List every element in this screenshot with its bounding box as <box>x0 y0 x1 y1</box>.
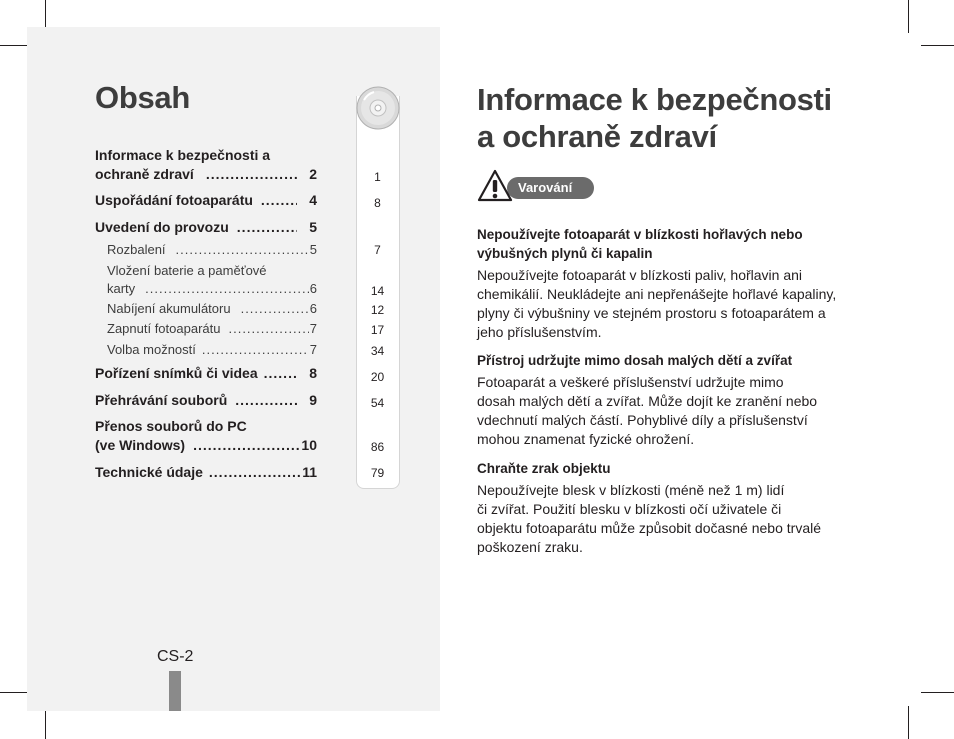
manual-page-number: 17 <box>370 323 385 337</box>
toc-entry-label: Volba možností <box>107 342 196 357</box>
toc-entry-safety-line1[interactable]: Informace k bezpečnosti a <box>95 147 271 163</box>
toc-subentry-unpacking[interactable] <box>107 242 317 257</box>
toc-entry-label: (ve Windows) <box>95 437 186 453</box>
manual-page-number: 7 <box>374 243 381 257</box>
safety-title <box>477 81 897 155</box>
toc-entry-transfer[interactable] <box>95 437 317 453</box>
manual-page-number: 79 <box>370 466 385 480</box>
safety-title-line2: a ochraně zdraví <box>477 119 717 154</box>
toc-entry-label: Zapnutí fotoaparátu <box>107 321 221 336</box>
toc-leader <box>193 437 300 453</box>
toc-entry-transfer-line1[interactable]: Přenos souborů do PC <box>95 418 247 434</box>
page-number: CS-2 <box>157 648 194 665</box>
toc-entry-page: 7 <box>309 321 317 336</box>
toc-leader <box>209 464 301 480</box>
manual-page-number: 34 <box>370 344 385 358</box>
manual-page-number: 86 <box>370 440 385 454</box>
toc-entry-page: 5 <box>309 219 317 235</box>
toc-entry-safety[interactable] <box>95 166 317 182</box>
section-heading-line: výbušných plynů či kapalin <box>477 246 653 261</box>
section-heading-line: Nepoužívejte fotoaparát v blízkosti hořlavých nebo <box>477 227 803 242</box>
toc-entry-getting-started[interactable] <box>95 219 317 235</box>
body-line: poškození zraku. <box>477 539 583 555</box>
body-line: vdechnutí malých částí. Pohyblivé díly a příslušenství <box>477 412 808 428</box>
section-body <box>477 266 857 342</box>
crop-mark <box>908 706 909 739</box>
toc-entry-label: karty <box>107 281 136 296</box>
toc-subentry-charging[interactable] <box>107 301 317 316</box>
manual-page-number: 54 <box>370 396 385 410</box>
warning-triangle-icon <box>477 169 513 202</box>
body-line: dosah malých dětí a zvířat. Může dojít ke zranění nebo <box>477 393 818 409</box>
toc-entry-page: 7 <box>309 342 317 357</box>
safety-section-children <box>477 351 857 449</box>
cd-disc-icon <box>356 86 400 130</box>
body-line: plyny či výbušniny ve stejném prostoru s fotoaparátem a <box>477 305 826 321</box>
toc-subentry-battery-line1[interactable]: Vložení baterie a paměťové <box>107 263 267 278</box>
body-line: Nepoužívejte blesk v blízkosti (méně než 1 m) lidí <box>477 482 785 498</box>
body-line: či zvířat. Použití blesku v blízkosti očí uživatele či <box>477 501 782 517</box>
toc-entry-page: 10 <box>301 437 317 453</box>
section-heading-line: Přístroj udržujte mimo dosah malých dětí a zvířat <box>477 353 793 368</box>
section-heading <box>477 351 857 370</box>
toc-subentry-battery[interactable] <box>107 281 317 296</box>
toc-leader <box>235 392 297 408</box>
toc-entry-label: ochraně zdraví <box>95 166 194 182</box>
toc-entry-label: Přehrávání souborů <box>95 392 228 408</box>
toc-entry-page: 4 <box>309 192 317 208</box>
toc-entry-page: 2 <box>309 166 317 182</box>
toc-entry-label: Technické údaje <box>95 464 203 480</box>
toc-leader <box>145 281 309 296</box>
crop-mark <box>921 692 954 693</box>
toc-leader <box>176 242 309 257</box>
manual-page-number: 1 <box>374 170 381 184</box>
crop-mark <box>921 45 954 46</box>
toc-entry-specifications[interactable] <box>95 464 317 480</box>
toc-leader <box>228 321 308 336</box>
toc-entry-page: 11 <box>302 464 317 480</box>
warning-label: Varování <box>518 180 573 195</box>
toc-entry-shooting[interactable] <box>95 365 317 381</box>
toc-leader <box>206 166 297 182</box>
manual-page-number: 20 <box>370 370 385 384</box>
manual-page-number: 14 <box>370 284 385 298</box>
section-body <box>477 373 857 449</box>
page-marker-bar <box>169 671 181 711</box>
toc-subentry-power-on[interactable] <box>107 321 317 336</box>
body-line: Nepoužívejte fotoaparát v blízkosti paliv, hořlavin ani <box>477 267 803 283</box>
toc-leader <box>237 219 297 235</box>
body-line: objektu fotoaparátu může způsobit dočasné nebo trvalé <box>477 520 822 536</box>
body-line: jeho příslušenstvím. <box>477 324 602 340</box>
body-line: Fotoaparát a veškeré příslušenství udržujte mimo <box>477 374 784 390</box>
contents-title: Obsah <box>95 80 190 115</box>
toc-entry-label: Rozbalení <box>107 242 166 257</box>
warning-badge <box>477 169 617 203</box>
toc-subentry-options[interactable] <box>107 342 317 357</box>
toc-entry-layout[interactable] <box>95 192 317 208</box>
body-line: chemikálií. Neukládejte ani nepřenášejte hořlavé kapaliny, <box>477 286 837 302</box>
toc-entry-label: Uspořádání fotoaparátu <box>95 192 253 208</box>
toc-entry-playback[interactable] <box>95 392 317 408</box>
crop-mark <box>908 0 909 33</box>
toc-entry-label: Uvedení do provozu <box>95 219 229 235</box>
toc-leader <box>202 342 309 357</box>
toc-entry-label: Nabíjení akumulátoru <box>107 301 231 316</box>
safety-section-eyes <box>477 459 857 557</box>
toc-leader <box>261 192 297 208</box>
manual-page-number: 8 <box>374 196 381 210</box>
toc-entry-page: 9 <box>309 392 317 408</box>
section-heading <box>477 459 857 478</box>
manual-page-number: 12 <box>370 303 385 317</box>
section-heading <box>477 225 857 263</box>
toc-entry-page: 6 <box>309 301 317 316</box>
safety-title-line1: Informace k bezpečnosti <box>477 82 832 117</box>
toc-leader <box>241 301 309 316</box>
toc-entry-page: 6 <box>309 281 317 296</box>
section-heading-line: Chraňte zrak objektu <box>477 461 611 476</box>
toc-entry-label: Pořízení snímků či videa <box>95 365 258 381</box>
body-line: mohou znamenat fyzické ohrožení. <box>477 431 695 447</box>
section-body <box>477 481 857 557</box>
safety-section-flammable <box>477 225 857 342</box>
toc-entry-page: 5 <box>309 242 317 257</box>
toc-leader <box>264 365 298 381</box>
toc-entry-page: 8 <box>309 365 317 381</box>
